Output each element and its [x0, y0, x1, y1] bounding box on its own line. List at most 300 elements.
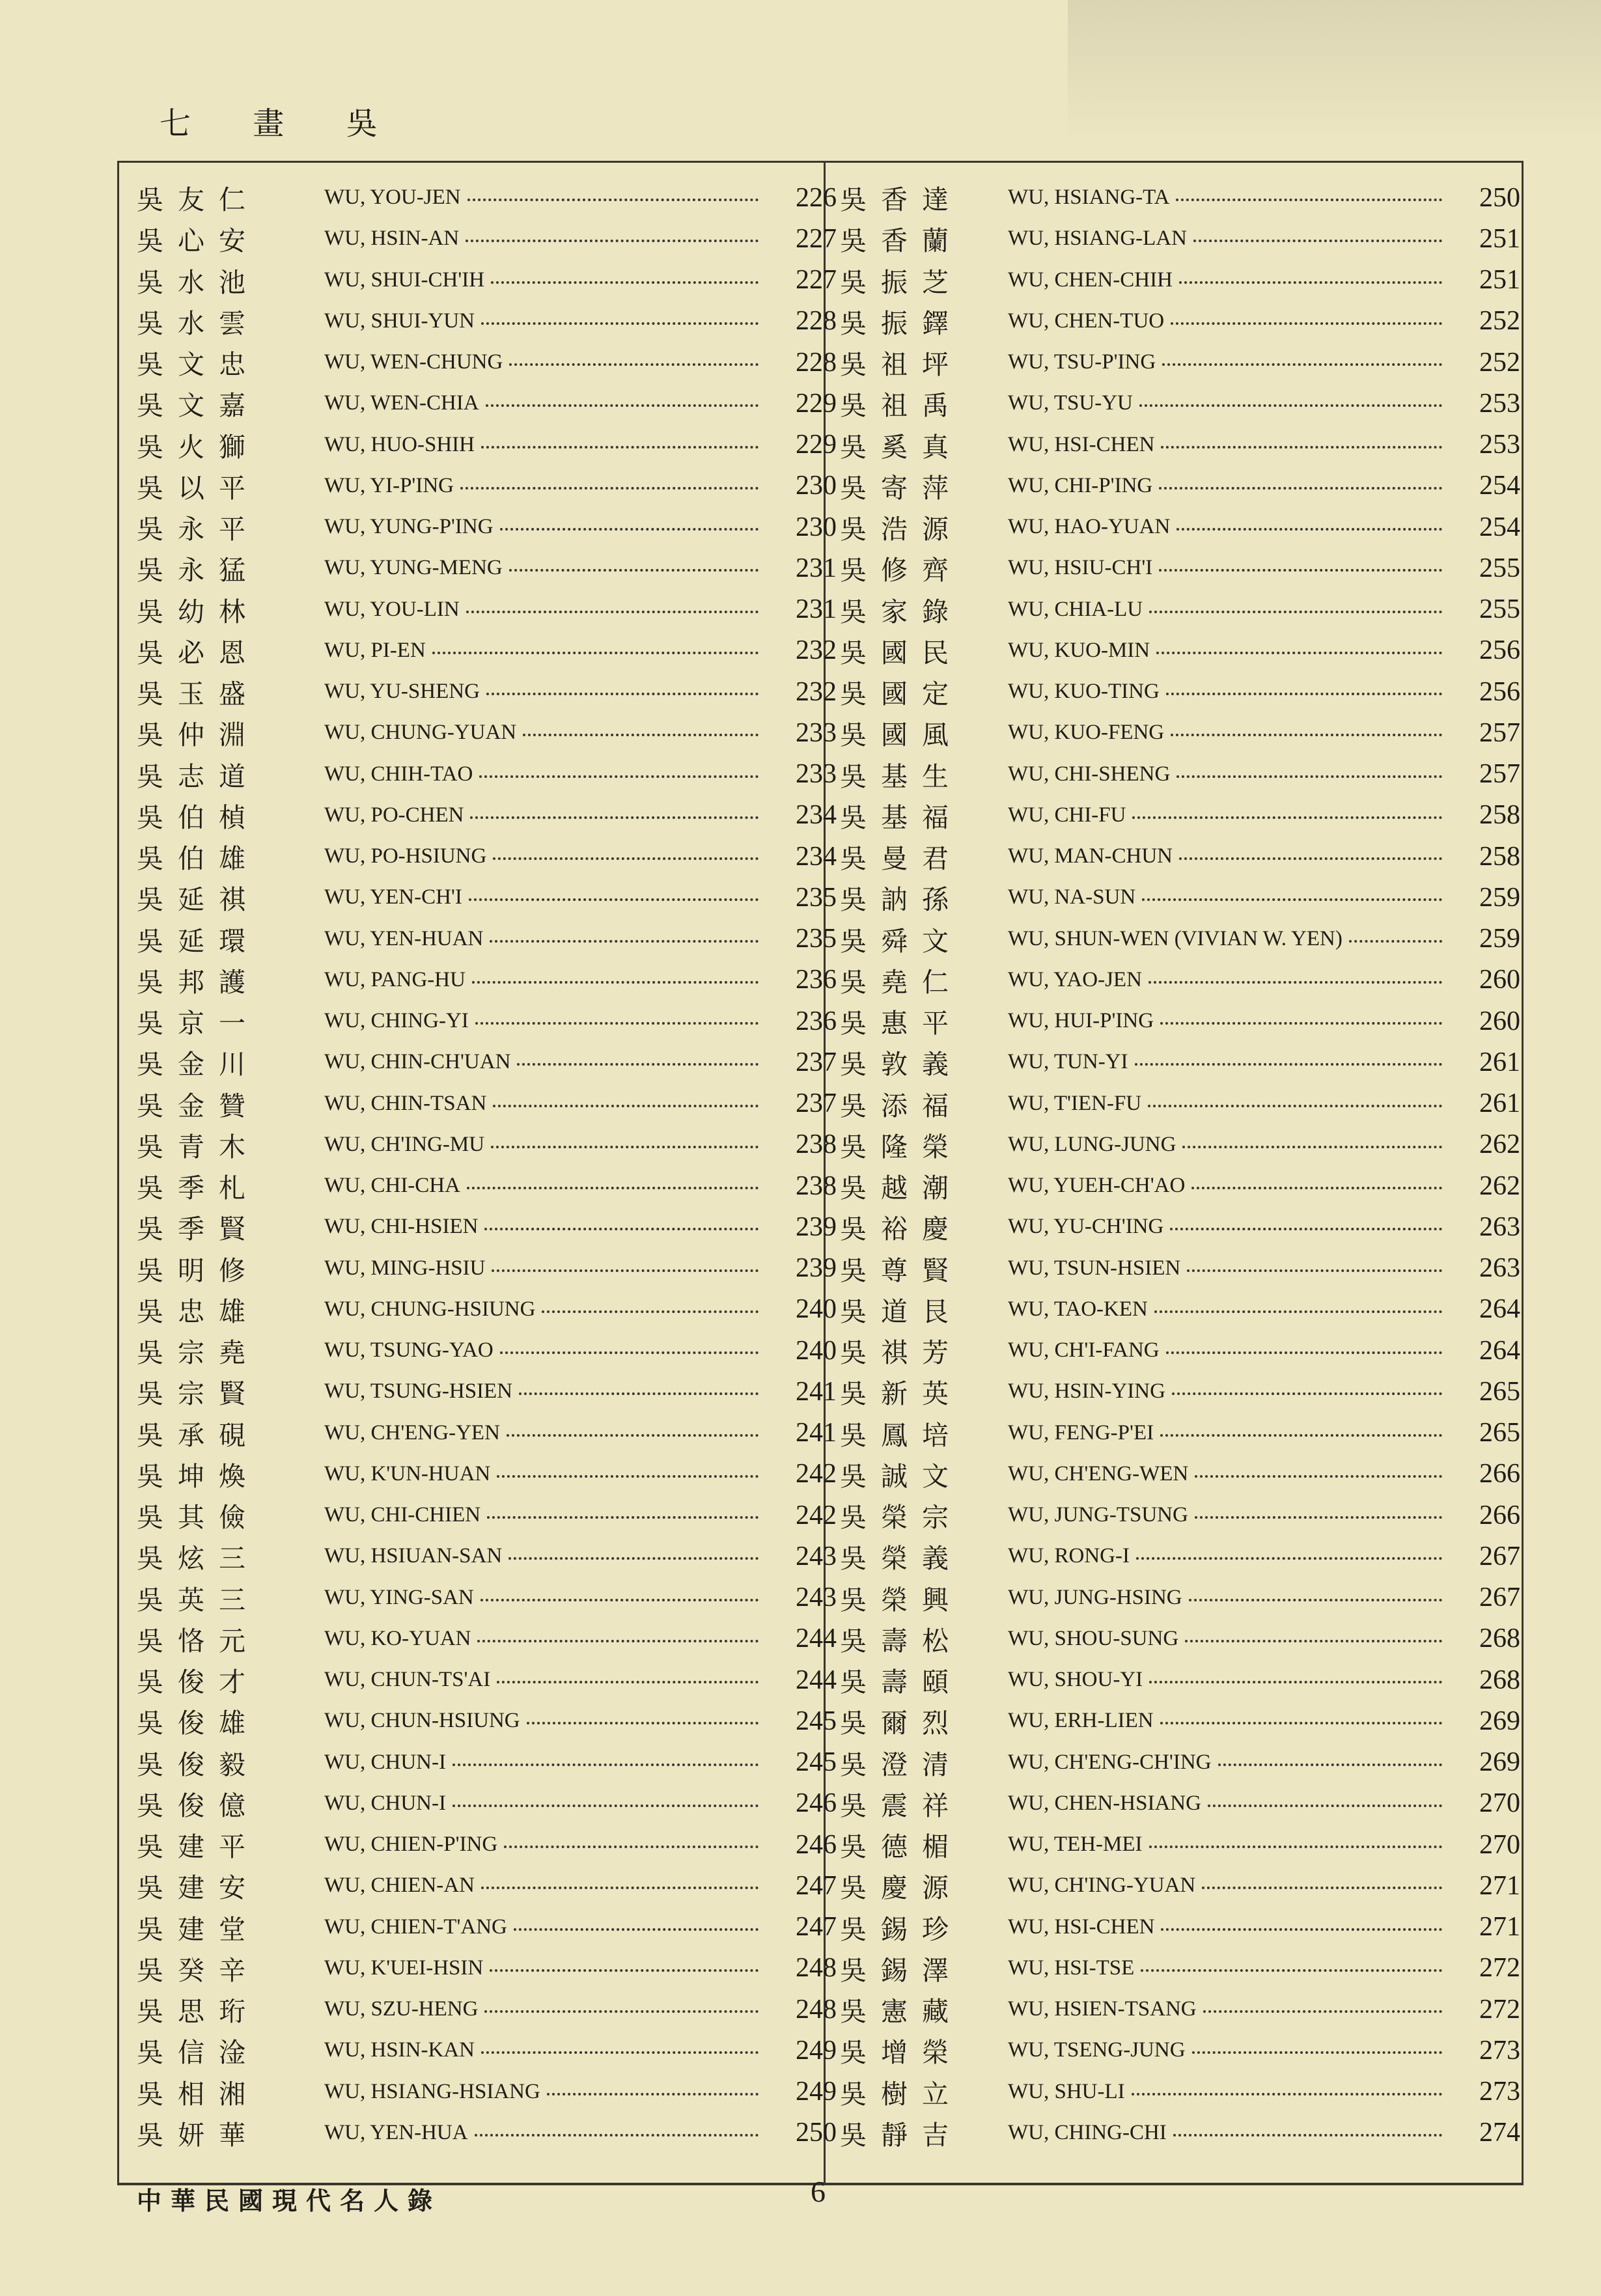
romanized-name-cell	[319, 2038, 765, 2062]
entry-page-number: 259	[1479, 924, 1520, 954]
dot-leader	[1185, 1640, 1442, 1642]
index-entry	[137, 342, 837, 383]
dot-leader	[481, 1887, 759, 1889]
chinese-name: 吳修齊	[840, 555, 963, 587]
index-entry	[137, 671, 837, 712]
chinese-name: 吳承硯	[137, 1419, 260, 1451]
romanized-name-cell	[1003, 350, 1449, 374]
romanized-name: WU, YAO-JEN	[1008, 967, 1142, 991]
entry-page-number: 249	[796, 2077, 837, 2107]
romanized-name-cell	[1003, 927, 1449, 951]
index-entry	[840, 1124, 1520, 1165]
romanized-name-cell	[319, 1421, 765, 1445]
entry-page-number: 268	[1479, 1665, 1520, 1695]
chinese-name: 吳思珩	[137, 1996, 260, 2028]
romanized-name: WU, HUI-P'ING	[1008, 1009, 1154, 1033]
chinese-name: 吳裕慶	[840, 1213, 963, 1245]
entry-page-number: 266	[1479, 1500, 1520, 1530]
romanized-name-cell	[319, 1133, 765, 1157]
index-entry	[137, 589, 837, 630]
romanized-name-cell	[319, 1503, 765, 1527]
index-entry	[137, 960, 837, 1001]
romanized-name: WU, HSIU-CH'I	[1008, 556, 1153, 580]
entry-page-number: 272	[1479, 1953, 1520, 1984]
romanized-name: WU, HUO-SHIH	[324, 432, 475, 456]
romanized-name-cell	[1003, 1215, 1449, 1239]
index-entry	[840, 2071, 1520, 2112]
romanized-name: WU, CHUN-I	[324, 1750, 446, 1774]
index-entry	[840, 465, 1520, 506]
romanized-name-cell	[1003, 474, 1449, 498]
romanized-name: WU, HSIUAN-SAN	[324, 1544, 503, 1568]
romanized-name: WU, CHIN-TSAN	[324, 1091, 487, 1115]
entry-page-number: 241	[796, 1418, 837, 1448]
index-entry	[137, 1659, 837, 1700]
romanized-name-cell	[319, 1750, 765, 1775]
chinese-name: 吳寄萍	[840, 472, 963, 504]
index-entry	[137, 465, 837, 506]
chinese-name: 吳尊賢	[840, 1254, 963, 1286]
chinese-name: 吳京一	[137, 1008, 260, 1040]
entry-page-number: 257	[1479, 717, 1520, 748]
romanized-name: WU, CH'ENG-WEN	[1008, 1461, 1189, 1486]
romanized-name: WU, PO-CHEN	[324, 803, 464, 827]
romanized-name: WU, CHUNG-YUAN	[324, 721, 517, 745]
chinese-name: 吳增榮	[840, 2037, 963, 2069]
dot-leader	[1189, 1599, 1442, 1601]
romanized-name: WU, KUO-MIN	[1008, 638, 1150, 662]
romanized-name: WU, TSUNG-HSIEN	[324, 1379, 513, 1404]
dot-leader	[500, 528, 759, 531]
dot-leader	[1218, 1763, 1442, 1766]
chinese-name: 吳炫三	[137, 1543, 260, 1575]
entry-page-number: 271	[1479, 1912, 1520, 1943]
index-entry	[840, 1206, 1520, 1247]
index-entry	[137, 1618, 837, 1659]
romanized-name-cell	[319, 556, 765, 580]
romanized-name: WU, CH'ENG-CH'ING	[1008, 1750, 1212, 1774]
romanized-name: WU, TSU-P'ING	[1008, 350, 1156, 374]
chinese-name: 吳玉盛	[137, 678, 260, 710]
romanized-name: WU, CHI-CHA	[324, 1174, 460, 1198]
chinese-name: 吳香達	[840, 184, 963, 216]
romanized-name-cell	[1003, 1915, 1449, 1939]
entry-page-number: 259	[1479, 882, 1520, 913]
chinese-name: 吳火獅	[137, 431, 260, 463]
entry-page-number: 264	[1479, 1335, 1520, 1366]
romanized-name-cell	[1003, 1256, 1449, 1280]
romanized-name-cell	[1003, 1050, 1449, 1074]
romanized-name: WU, YI-P'ING	[324, 473, 454, 497]
dot-leader	[1162, 363, 1442, 366]
dot-leader	[1179, 281, 1442, 284]
dot-leader	[497, 1475, 759, 1478]
chinese-name: 吳建堂	[137, 1913, 260, 1945]
romanized-name: WU, ERH-LIEN	[1008, 1709, 1154, 1733]
romanized-name-cell	[1003, 515, 1449, 539]
romanized-name-cell	[1003, 680, 1449, 704]
romanized-name-cell	[319, 1791, 765, 1816]
romanized-name: WU, CHI-P'ING	[1008, 473, 1153, 497]
romanized-name: WU, HSIANG-LAN	[1008, 227, 1187, 251]
entry-page-number: 251	[1479, 265, 1520, 296]
chinese-name: 吳其儉	[137, 1502, 260, 1534]
romanized-name: WU, CH'ING-MU	[324, 1132, 485, 1156]
romanized-name-cell	[1003, 227, 1449, 251]
previous-page-bleed	[1068, 0, 1601, 143]
chinese-name: 吳水池	[137, 266, 260, 298]
chinese-name: 吳祺芳	[840, 1337, 963, 1369]
index-entry	[840, 547, 1520, 588]
romanized-name-cell	[1003, 1874, 1449, 1898]
romanized-name: WU, CHUNG-HSIUNG	[324, 1297, 536, 1321]
chinese-name: 吳必恩	[137, 637, 260, 669]
romanized-name: WU, HSIANG-TA	[1008, 186, 1170, 210]
romanized-name-cell	[1003, 2080, 1449, 2104]
entry-page-number: 233	[796, 717, 837, 748]
chinese-name: 吳青木	[137, 1131, 260, 1163]
entry-page-number: 235	[796, 924, 837, 954]
chinese-name: 吳靜吉	[840, 2119, 963, 2151]
romanized-name-cell	[1003, 1668, 1449, 1692]
dot-leader	[1139, 404, 1442, 407]
romanized-name: WU, KUO-FENG	[1008, 721, 1165, 745]
romanized-name-cell	[1003, 1133, 1449, 1157]
romanized-name-cell	[1003, 1833, 1449, 1857]
dot-leader	[1202, 1887, 1442, 1889]
dot-leader	[484, 2010, 759, 2013]
chinese-name: 吳基福	[840, 801, 963, 833]
entry-page-number: 261	[1479, 1088, 1520, 1119]
romanized-name-cell	[319, 1050, 765, 1074]
dot-leader	[1176, 528, 1442, 531]
dot-leader	[1136, 1557, 1442, 1560]
dot-leader	[509, 569, 759, 572]
romanized-name: WU, PI-EN	[324, 638, 426, 662]
romanized-name: WU, CHEN-HSIANG	[1008, 1791, 1201, 1815]
dot-leader	[1160, 1434, 1442, 1437]
chinese-name: 吳伯雄	[137, 843, 260, 875]
entry-page-number: 257	[1479, 759, 1520, 790]
entry-page-number: 265	[1479, 1376, 1520, 1407]
romanized-name: WU, HSIN-KAN	[324, 2038, 475, 2062]
chinese-name: 吳明修	[137, 1254, 260, 1286]
dot-leader	[432, 652, 759, 654]
romanized-name-cell	[1003, 1009, 1449, 1033]
index-entry	[137, 1824, 837, 1865]
romanized-name: WU, YUNG-P'ING	[324, 515, 494, 539]
dot-leader	[1141, 1969, 1442, 1972]
index-entry	[840, 1742, 1520, 1783]
entry-page-number: 272	[1479, 1994, 1520, 2025]
romanized-name-cell	[1003, 1956, 1449, 1980]
chinese-name: 吳訥孫	[840, 884, 963, 916]
romanized-name-cell	[1003, 762, 1449, 786]
romanized-name-cell	[1003, 1997, 1449, 2021]
romanized-name-cell	[319, 1956, 765, 1980]
index-entry	[137, 1330, 837, 1371]
romanized-name-cell	[1003, 1092, 1449, 1116]
dot-leader	[492, 1269, 759, 1272]
index-entry	[840, 1783, 1520, 1824]
entry-page-number: 240	[796, 1335, 837, 1366]
chinese-name: 吳恪元	[137, 1625, 260, 1657]
chinese-name: 吳憲藏	[840, 1996, 963, 2028]
dot-leader	[1132, 2093, 1442, 2095]
romanized-name-cell	[1003, 186, 1449, 210]
index-entry	[137, 424, 837, 465]
index-entry	[840, 1824, 1520, 1865]
romanized-name-cell	[319, 844, 765, 868]
romanized-name: WU, CH'ENG-YEN	[324, 1420, 500, 1445]
index-entry	[840, 589, 1520, 630]
romanized-name-cell	[1003, 968, 1449, 992]
romanized-name: WU, CHIEN-T'ANG	[324, 1915, 507, 1939]
romanized-name: WU, CHIA-LU	[1008, 597, 1143, 621]
romanized-name-cell	[1003, 721, 1449, 745]
index-entry	[137, 1948, 837, 1989]
entry-page-number: 244	[796, 1624, 837, 1654]
romanized-name-cell	[319, 1915, 765, 1939]
dot-leader	[1179, 857, 1442, 860]
chinese-name: 吳俊雄	[137, 1708, 260, 1739]
romanized-name: WU, TAO-KEN	[1008, 1297, 1148, 1321]
entry-page-number: 270	[1479, 1829, 1520, 1860]
entry-page-number: 246	[796, 1788, 837, 1819]
romanized-name-cell	[1003, 1338, 1449, 1362]
romanized-name-cell	[1003, 1586, 1449, 1610]
entry-page-number: 228	[796, 347, 837, 378]
dot-leader	[467, 199, 759, 201]
romanized-name: WU, KUO-TING	[1008, 680, 1160, 704]
entry-page-number: 273	[1479, 2077, 1520, 2107]
romanized-name: WU, FENG-P'EI	[1008, 1420, 1154, 1445]
entry-page-number: 252	[1479, 347, 1520, 378]
romanized-name-cell	[1003, 391, 1449, 415]
chinese-name: 吳誠文	[840, 1460, 963, 1492]
entry-page-number: 234	[796, 841, 837, 872]
romanized-name-cell	[1003, 1709, 1449, 1733]
entry-page-number: 271	[1479, 1870, 1520, 1901]
dot-leader	[491, 1146, 759, 1148]
entry-page-number: 255	[1479, 553, 1520, 583]
index-entry	[137, 383, 837, 424]
dot-leader	[460, 487, 759, 490]
dot-leader	[493, 857, 759, 860]
entry-page-number: 237	[796, 1047, 837, 1077]
romanized-name-cell	[1003, 2121, 1449, 2145]
dot-leader	[519, 1392, 759, 1395]
entry-page-number: 254	[1479, 471, 1520, 501]
index-entry	[137, 712, 837, 753]
romanized-name-cell	[1003, 1544, 1449, 1568]
dot-leader	[491, 281, 759, 284]
index-entry	[840, 712, 1520, 753]
entry-page-number: 228	[796, 306, 837, 337]
index-entry	[840, 1248, 1520, 1289]
index-entry	[137, 177, 837, 218]
romanized-name: WU, TSENG-JUNG	[1008, 2038, 1186, 2062]
dot-leader	[469, 898, 759, 901]
dot-leader	[1159, 487, 1442, 490]
romanized-name-cell	[319, 1297, 765, 1321]
index-entry	[840, 506, 1520, 547]
romanized-name: WU, YOU-JEN	[324, 186, 461, 210]
chinese-name: 吳俊億	[137, 1790, 260, 1821]
index-entry	[840, 1700, 1520, 1741]
chinese-name: 吳浩源	[840, 514, 963, 546]
dot-leader	[1148, 1105, 1442, 1107]
entry-page-number: 263	[1479, 1253, 1520, 1284]
romanized-name: WU, JUNG-HSING	[1008, 1585, 1182, 1609]
index-entry	[840, 1577, 1520, 1618]
chinese-name: 吳建平	[137, 1831, 260, 1863]
dot-leader	[1171, 322, 1442, 325]
chinese-name: 吳奚真	[840, 431, 963, 463]
index-entry	[840, 1330, 1520, 1371]
romanized-name-cell	[319, 186, 765, 210]
index-entry	[840, 2030, 1520, 2071]
entry-page-number: 239	[796, 1211, 837, 1242]
index-entry	[840, 2112, 1520, 2153]
dot-leader	[542, 1310, 759, 1313]
entry-page-number: 245	[796, 1706, 837, 1736]
romanized-name: WU, YU-CH'ING	[1008, 1215, 1164, 1239]
chinese-name: 吳錫珍	[840, 1913, 963, 1945]
index-entry	[137, 754, 837, 795]
chinese-name: 吳道艮	[840, 1295, 963, 1327]
romanized-name-cell	[319, 474, 765, 498]
dot-leader	[490, 940, 759, 943]
index-entry	[137, 260, 837, 301]
chinese-name: 吳以平	[137, 472, 260, 504]
index-entry	[840, 1289, 1520, 1330]
chinese-name: 吳新英	[840, 1378, 963, 1410]
index-entry	[137, 1907, 837, 1948]
romanized-name-cell	[319, 350, 765, 374]
index-entry	[137, 1454, 837, 1495]
dot-leader	[514, 1928, 759, 1931]
romanized-name-cell	[319, 1379, 765, 1404]
romanized-name-cell	[1003, 2038, 1449, 2062]
dot-leader	[1156, 652, 1442, 654]
index-entry	[840, 630, 1520, 671]
chinese-name: 吳志道	[137, 760, 260, 792]
index-entry	[137, 1206, 837, 1247]
romanized-name: WU, CHI-HSIEN	[324, 1215, 479, 1239]
dot-leader	[1132, 816, 1442, 819]
index-entry	[840, 1659, 1520, 1700]
entry-page-number: 268	[1479, 1624, 1520, 1654]
index-entry	[840, 919, 1520, 960]
chinese-name: 吳坤煥	[137, 1460, 260, 1492]
chinese-name: 吳癸辛	[137, 1954, 260, 1986]
romanized-name-cell	[1003, 1462, 1449, 1486]
entry-page-number: 273	[1479, 2035, 1520, 2066]
entry-page-number: 232	[796, 676, 837, 707]
dot-leader	[547, 2093, 759, 2095]
dot-leader	[1166, 693, 1442, 695]
romanized-name: WU, YEN-CH'I	[324, 885, 462, 909]
romanized-name-cell	[319, 1833, 765, 1857]
index-entry	[137, 218, 837, 259]
entry-page-number: 243	[796, 1541, 837, 1571]
index-entry	[137, 1371, 837, 1412]
dot-leader	[481, 446, 759, 449]
chinese-name: 吳文嘉	[137, 390, 260, 422]
romanized-name: WU, CHIN-CH'UAN	[324, 1050, 511, 1074]
entry-page-number: 266	[1479, 1459, 1520, 1489]
index-entry	[840, 877, 1520, 918]
dot-leader	[1161, 1928, 1442, 1931]
romanized-name: WU, CHEN-CHIH	[1008, 268, 1173, 292]
romanized-name-cell	[319, 1256, 765, 1280]
dot-leader	[1142, 898, 1442, 901]
chinese-name: 吳信淦	[137, 2037, 260, 2069]
entry-page-number: 227	[796, 265, 837, 296]
romanized-name: WU, SHUI-YUN	[324, 309, 475, 333]
header-stroke-label: 畫	[253, 105, 311, 142]
header-stroke-count: 七	[160, 105, 217, 142]
entry-page-number: 238	[796, 1129, 837, 1160]
dot-leader	[486, 693, 759, 695]
dot-leader	[477, 1640, 759, 1642]
index-entry	[840, 1495, 1520, 1536]
dot-leader	[475, 2134, 759, 2137]
dot-leader	[1160, 1022, 1442, 1025]
entry-page-number: 244	[796, 1665, 837, 1695]
entry-page-number: 253	[1479, 388, 1520, 419]
romanized-name-cell	[319, 227, 765, 251]
index-entry	[840, 342, 1520, 383]
chinese-name: 吳國風	[840, 719, 963, 751]
entry-page-number: 260	[1479, 1006, 1520, 1036]
romanized-name-cell	[1003, 844, 1449, 868]
index-entry	[840, 1948, 1520, 1989]
chinese-name: 吳香蘭	[840, 225, 963, 257]
entry-page-number: 236	[796, 1006, 837, 1036]
dot-leader	[493, 1105, 759, 1107]
romanized-name: WU, PANG-HU	[324, 967, 466, 991]
book-title: 中華民國現代名人錄	[137, 2186, 442, 2215]
romanized-name-cell	[319, 1709, 765, 1733]
index-entry	[137, 836, 837, 877]
romanized-name: WU, SHOU-SUNG	[1008, 1626, 1179, 1650]
dot-leader	[1349, 940, 1442, 943]
romanized-name-cell	[319, 515, 765, 539]
dot-leader	[1149, 611, 1442, 613]
romanized-name: WU, TUN-YI	[1008, 1050, 1128, 1074]
entry-page-number: 264	[1479, 1294, 1520, 1325]
romanized-name: WU, TEH-MEI	[1008, 1833, 1143, 1857]
chinese-name: 吳妍華	[137, 2119, 260, 2151]
entry-page-number: 251	[1479, 223, 1520, 254]
dot-leader	[1171, 734, 1442, 736]
index-entry	[137, 877, 837, 918]
romanized-name: WU, CHING-YI	[324, 1009, 469, 1033]
dot-leader	[1154, 1310, 1442, 1313]
entry-page-number: 243	[796, 1583, 837, 1613]
entry-page-number: 255	[1479, 594, 1520, 625]
entry-page-number: 269	[1479, 1747, 1520, 1778]
romanized-name-cell	[319, 1544, 765, 1568]
index-entry	[840, 671, 1520, 712]
entry-page-number: 267	[1479, 1541, 1520, 1571]
entry-page-number: 256	[1479, 635, 1520, 666]
index-entry	[840, 383, 1520, 424]
entry-page-number: 248	[796, 1953, 837, 1984]
romanized-name-cell	[319, 762, 765, 786]
